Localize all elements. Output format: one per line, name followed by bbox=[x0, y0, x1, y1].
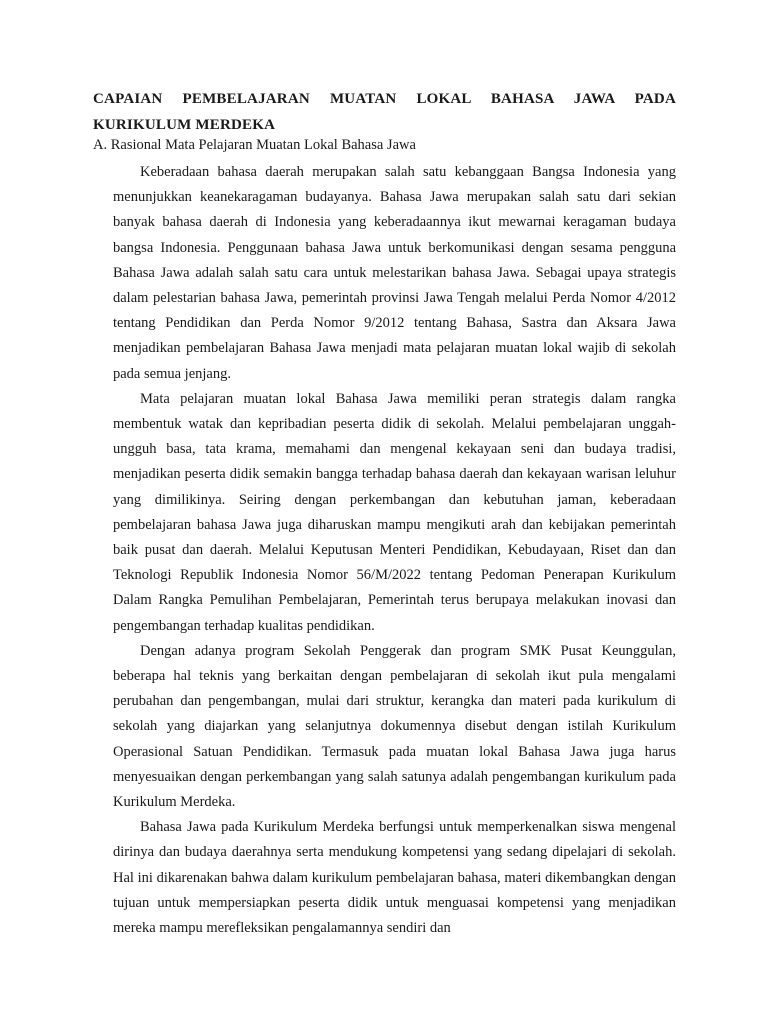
document-title: CAPAIAN PEMBELAJARAN MUATAN LOKAL BAHASA JAWA PADA KURIKULUM MERDEKA bbox=[93, 91, 676, 133]
document-body bbox=[113, 160, 676, 941]
paragraph: Mata pelajaran muatan lokal Bahasa Jawa memiliki peran strategis dalam rangka membentuk watak dan kepribadian peserta didik di sekolah. Melalui pembelajaran unggah-ungguh basa, tata krama, memahami dan mengenal kekayaan seni dan budaya tradisi, menjadikan peserta didik semakin bangga terhadap bahasa daerah dan kekayaan warisan leluhur yang dimilikinya. Seiring dengan perkembangan dan kebutuhan jaman, keberadaan pembelajaran bahasa Jawa juga diharuskan mampu mengikuti arah dan kebijakan pemerintah baik pusat dan daerah. Melalui Keputusan Menteri Pendidikan, Kebudayaan, Riset dan dan Teknologi Republik Indonesia Nomor 56/M/2022 tentang Pedoman Penerapan Kurikulum Dalam Rangka Pemulihan Pembelajaran, Pemerintah terus berupaya melakukan inovasi dan pengembangan terhadap kualitas pendidikan. bbox=[113, 390, 676, 634]
paragraph: Keberadaan bahasa daerah merupakan salah satu kebanggaan Bangsa Indonesia yang menunjukkan keanekaragaman budayanya. Bahasa Jawa merupakan salah satu dari sekian banyak bahasa daerah di Indonesia yang keberadaannya ikut mewarnai keragaman budaya bangsa Indonesia. Penggunaan bahasa Jawa untuk berkomunikasi dengan sesama pengguna Bahasa Jawa adalah salah satu cara untuk melestarikan bahasa Jawa. Sebagai upaya strategis dalam pelestarian bahasa Jawa, pemerintah provinsi Jawa Tengah melalui Perda Nomor 4/2012 tentang Pendidikan dan Perda Nomor 9/2012 tentang Bahasa, Sastra dan Aksara Jawa menjadikan pembelajaran Bahasa Jawa menjadi mata pelajaran muatan lokal wajib di sekolah pada semua jenjang. bbox=[113, 164, 676, 382]
section-heading: A. Rasional Mata Pelajaran Muatan Lokal Bahasa Jawa bbox=[93, 137, 416, 153]
paragraph: Dengan adanya program Sekolah Penggerak dan program SMK Pusat Keunggulan, beberapa hal teknis yang berkaitan dengan pembelajaran di sekolah ikut pula mengalami perubahan dan pengembangan, mulai dari struktur, kerangka dan materi pada kurikulum di sekolah yang diajarkan yang selanjutnya dokumennya disebut dengan istilah Kurikulum Operasional Satuan Pendidikan. Termasuk pada muatan lokal Bahasa Jawa juga harus menyesuaikan dengan perkembangan yang salah satunya adalah pengembangan kurikulum pada Kurikulum Merdeka. bbox=[113, 642, 676, 811]
paragraph: Bahasa Jawa pada Kurikulum Merdeka berfungsi untuk memperkenalkan siswa mengenal dirinya dan budaya daerahnya serta mendukung kompetensi yang sedang dipelajari di sekolah. Hal ini dikarenakan bahwa dalam kurikulum pembelajaran bahasa, materi dikembangkan dengan tujuan untuk mempersiapkan peserta didik untuk menguasai kompetensi yang menjadikan mereka mampu merefleksikan pengalamannya sendiri dan bbox=[113, 819, 676, 937]
